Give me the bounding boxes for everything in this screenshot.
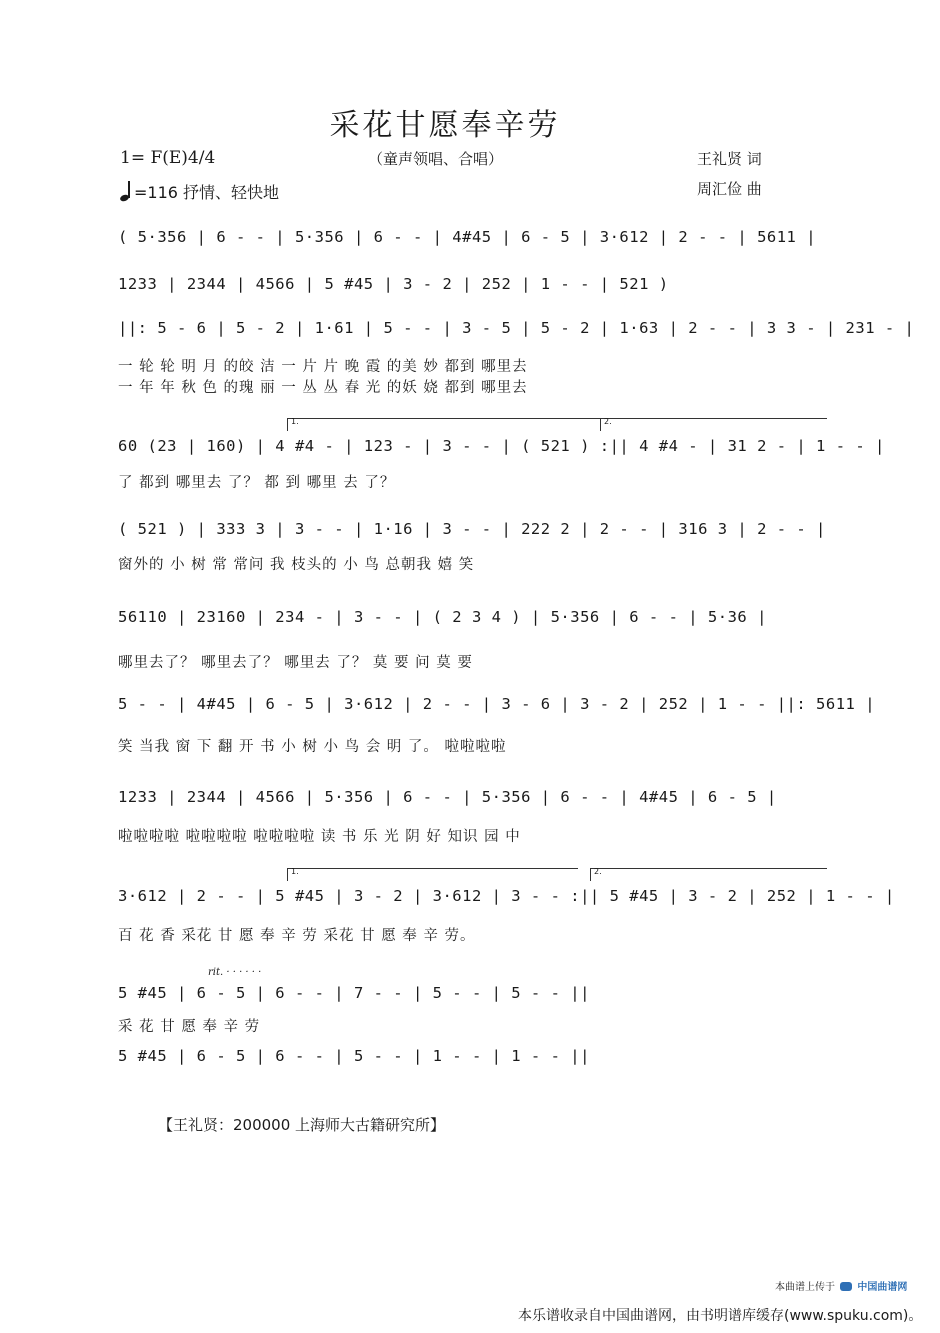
score-line-10: 5 #45 | 6 - 5 | 6 - - | 7 - - | 5 - - | 5 - - || <box>118 984 590 1002</box>
score-line-6: 56110 | 23160 | 234 - | 3 - - | ( 2 3 4 ) | 5·356 | 6 - - | 5·36 | <box>118 608 767 626</box>
score-line-3: ||: 5 - 6 | 5 - 2 | 1·61 | 5 - - | 3 - 5 | 5 - 2 | 1·63 | 2 - - | 3 3 - | 231 - | <box>118 319 915 337</box>
score-line-7: 5 - - | 4#45 | 6 - 5 | 3·612 | 2 - - | 3 - 6 | 3 - 2 | 252 | 1 - - ||: 5611 | <box>118 695 876 713</box>
ritardando-marking: rit. · · · · · · <box>208 967 262 978</box>
performance-note: （童声领唱、合唱） <box>368 150 504 168</box>
composer-credit: 周汇俭 曲 <box>697 180 762 198</box>
lyric-line-3: 了 都到 哪里去 了？ 都 到 哪里 去 了？ <box>118 475 396 491</box>
score-line-1: ( 5·356 | 6 - - | 5·356 | 6 - - | 4#45 | 6 - 5 | 3·612 | 2 - - | 5611 | <box>118 228 817 246</box>
score-line-9: 3·612 | 2 - - | 5 #45 | 3 - 2 | 3·612 | 3 - - :|| 5 #45 | 3 - 2 | 252 | 1 - - | <box>118 887 895 905</box>
lyric-verse-1: 一 轮 轮 明 月 的皎 洁 一 片 片 晚 霞 的美 妙 都到 哪里去 <box>118 359 528 375</box>
score-line-5: ( 521 ) | 333 3 | 3 - - | 1·16 | 3 - - | 222 2 | 2 - - | 316 3 | 2 - - | <box>118 520 826 538</box>
upload-credit <box>775 1278 907 1293</box>
site-logo-icon <box>840 1282 852 1291</box>
score-line-8: 1233 | 2344 | 4566 | 5·356 | 6 - - | 5·356 | 6 - - | 4#45 | 6 - 5 | <box>118 788 777 806</box>
key-signature: 1= F(E)4/4 <box>120 148 216 168</box>
tempo-marking <box>120 180 279 203</box>
song-title: 采花甘愿奉辛劳 <box>329 108 561 143</box>
lyric-verse-2: 一 年 年 秋 色 的瑰 丽 一 丛 丛 春 光 的妖 娆 都到 哪里去 <box>118 380 528 396</box>
volta-first-bracket-2: 1. <box>287 868 578 881</box>
score-line-2: 1233 | 2344 | 4566 | 5 #45 | 3 - 2 | 252 | 1 - - | 521 ) <box>118 275 669 293</box>
volta-second-bracket: 2. <box>600 418 827 431</box>
volta-second-bracket-2: 2. <box>590 868 827 881</box>
lyric-line-6: 笑 当我 窗 下 翻 开 书 小 树 小 鸟 会 明 了。 啦啦啦啦 <box>118 739 507 755</box>
volta-first-bracket: 1. <box>287 418 628 431</box>
score-line-4: 60 (23 | 160) | 4 #4 - | 123 - | 3 - - | ( 521 ) :|| 4 #4 - | 31 2 - | 1 - - | <box>118 437 885 455</box>
tempo-text: =116 抒情、轻快地 <box>134 183 280 202</box>
lyric-line-7: 啦啦啦啦 啦啦啦啦 啦啦啦啦 读 书 乐 光 阴 好 知识 园 中 <box>118 829 521 845</box>
upload-site-link[interactable]: 中国曲谱网 <box>857 1282 908 1293</box>
lyric-line-5: 哪里去了？ 哪里去了？ 哪里去 了？ 莫 要 问 莫 要 <box>118 655 473 671</box>
lyric-line-4: 窗外的 小 树 常 常问 我 枝头的 小 鸟 总朝我 嬉 笑 <box>118 557 475 573</box>
lyric-line-9: 采 花 甘 愿 奉 辛 劳 <box>118 1019 261 1035</box>
score-line-11: 5 #45 | 6 - 5 | 6 - - | 5 - - | 1 - - | 1 - - || <box>118 1047 590 1065</box>
upload-prefix: 本曲谱上传于 <box>775 1282 835 1293</box>
lyric-line-8: 百 花 香 采花 甘 愿 奉 辛 劳 采花 甘 愿 奉 辛 劳。 <box>118 928 476 944</box>
author-note: 【王礼贤：200000 上海师大古籍研究所】 <box>158 1116 446 1134</box>
source-note: 本乐谱收录自中国曲谱网，由书明谱库缓存(www.spuku.com)。 <box>518 1308 923 1324</box>
quarter-note-icon <box>120 181 134 201</box>
lyricist-credit: 王礼贤 词 <box>697 150 762 168</box>
